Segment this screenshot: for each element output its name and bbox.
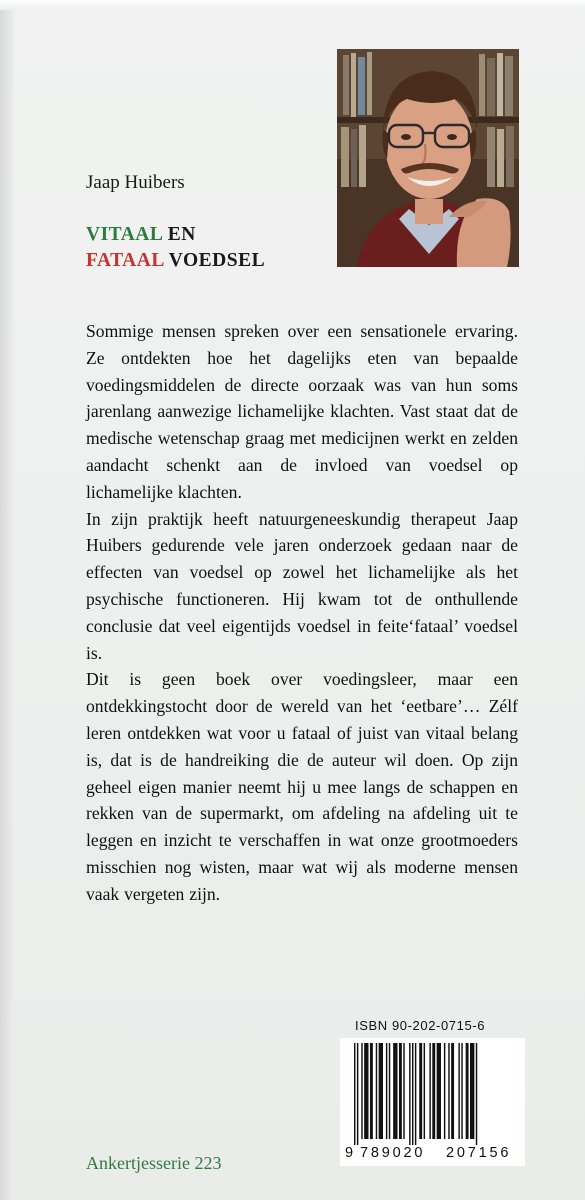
barcode-bar (429, 1043, 430, 1139)
barcode-bar (393, 1043, 397, 1139)
ean-first-digit: 9 (345, 1145, 356, 1161)
title-voedsel: VOEDSEL (168, 250, 266, 271)
author-portrait-photo (337, 49, 519, 267)
blurb-paragraph-1: Sommige mensen spreken over een sensationele ervaring. Ze ontdekten hoe het dagelijks eten van bepaalde voedingsmiddelen de directe oorzaak was van hun soms jarenlang aanwezige lichamelijke klachten. Vast staat dat de medische wetenschap graag met medicijnen werkt en zelden aandacht schenkt aan de invloed van voedsel op lichamelijke klachten. (86, 321, 518, 502)
barcode-bar (386, 1043, 387, 1139)
barcode-bar (357, 1043, 358, 1145)
barcode-bar (458, 1043, 459, 1139)
series-label: Ankertjesserie 223 (86, 1153, 222, 1173)
barcode-bar (389, 1043, 390, 1139)
spine-shadow (0, 0, 14, 1200)
barcode-bar (432, 1043, 435, 1139)
barcode-bar (415, 1043, 416, 1145)
barcode-bar (470, 1043, 474, 1139)
isbn-label: ISBN 90-202-0715-6 (355, 1018, 486, 1033)
barcode-bar (476, 1043, 477, 1145)
barcode-bar (399, 1043, 402, 1139)
barcode-bar (403, 1043, 404, 1139)
title-vitaal: VITAAL (86, 224, 163, 245)
barcode-bar (409, 1043, 410, 1145)
barcode-bar (466, 1043, 469, 1139)
ean-left-digits: 789020 (360, 1145, 426, 1161)
barcode-bar (354, 1043, 355, 1145)
title-fataal: FATAAL (86, 250, 164, 271)
barcode (350, 1043, 515, 1145)
title-line-2 (86, 250, 265, 272)
barcode-bar (461, 1043, 462, 1139)
barcode-bar (437, 1043, 441, 1139)
title-line-1 (86, 224, 196, 246)
ean-right-digits: 207156 (446, 1145, 512, 1161)
barcode-bar (376, 1043, 377, 1139)
barcode-bar (444, 1043, 445, 1139)
portrait-illustration (337, 49, 519, 267)
barcode-bar (424, 1043, 425, 1139)
barcode-bar (451, 1043, 454, 1139)
barcode-bar (448, 1043, 449, 1139)
top-edge (0, 0, 585, 10)
barcode-bar (379, 1043, 383, 1139)
title-en: EN (167, 224, 196, 245)
barcode-bar (370, 1043, 373, 1139)
barcode-bar (361, 1043, 362, 1139)
barcode-bar (364, 1043, 368, 1139)
author-name: Jaap Huibers (86, 172, 185, 193)
barcode-bar (419, 1043, 422, 1139)
blurb-paragraph-2: In zijn praktijk heeft natuurgeneeskundig therapeut Jaap Huibers gedurende vele jaren onderzoek gedaan naar de effecten van voedsel op zowel het lichamelijke als het psychische functioneren. Hij kwam tot de onthullende conclusie dat veel eigentijds voedsel in feite‘fataal’ voedsel is. (86, 508, 518, 663)
barcode-bar (412, 1043, 413, 1145)
blurb-text (86, 318, 518, 908)
blurb-paragraph-3: Dit is geen boek over voedingsleer, maar een ontdekkingstocht door de wereld van het ‘eetbare’… Zélf leren ontdekken wat voor u fataal of juist van vitaal belang is, dat is de handreiking die de auteur wil doen. Op zijn geheel eigen manier neemt hij u mee langs de schappen en rekken van de supermarkt, om afdeling na afdeling uit te leggen en inzicht te verschaffen in wat onze grootmoeders misschien nog wisten, maar wat wij als moderne mensen vaak vergeten zijn. (86, 669, 518, 904)
